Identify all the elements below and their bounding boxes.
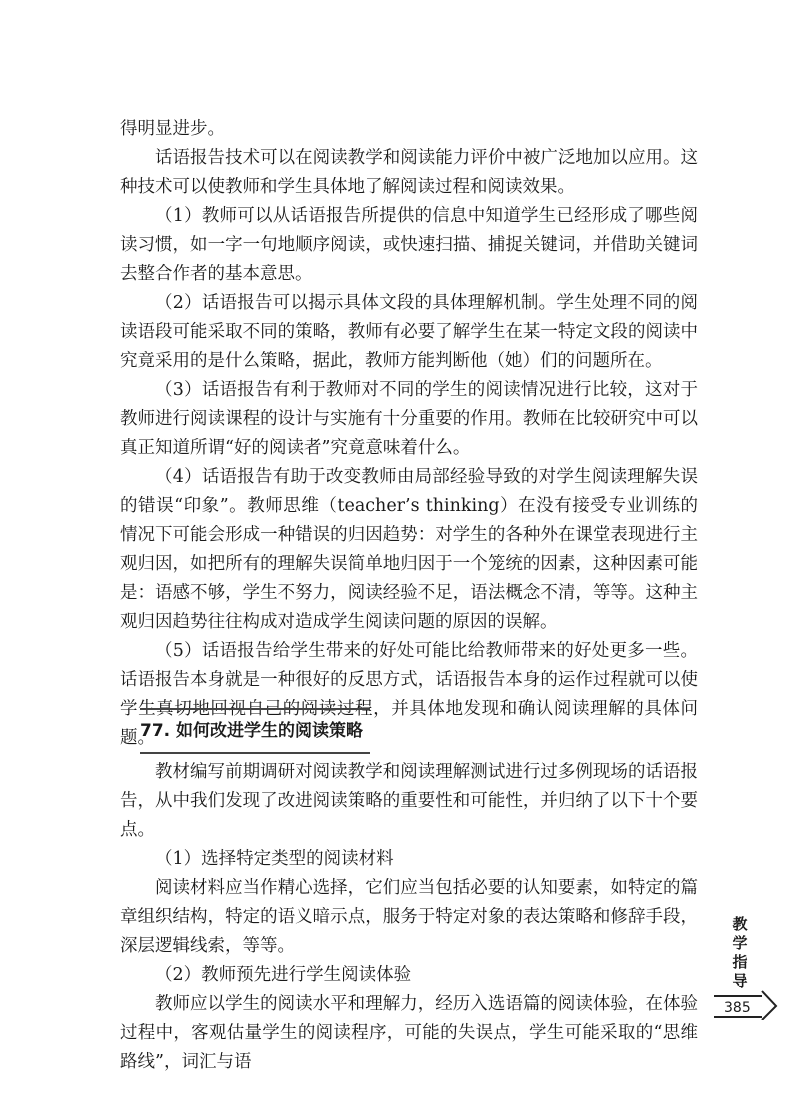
paragraph-intro: 话语报告技术可以在阅读教学和阅读能力评价中被广泛地加以应用。这种技术可以使教师和学生具体地了解阅读过程和阅读效果。 (120, 148, 698, 197)
side-label-char: 学 (732, 934, 748, 952)
section-heading: 77. 如何改进学生的阅读策略 (140, 708, 370, 754)
paragraph-point-1: （1）教师可以从话语报告所提供的信息中知道学生已经形成了哪些阅读习惯，如一字一句地顺序阅读，或快速扫描、捕捉关键词，并借助关键词去整合作者的基本意思。 (120, 206, 698, 284)
paragraph-continuation: 得明显进步。 (120, 119, 225, 139)
subparagraph-2: 教师应以学生的阅读水平和理解力，经历入选语篇的阅读体验，在体验过程中，客观估量学生的阅读程序，可能的失误点，学生可能采取的“思维路线”，词汇与语 (120, 994, 698, 1072)
body-text-top (120, 115, 698, 753)
paragraph-point-4: （4）话语报告有助于改变教师由局部经验导致的对学生阅读理解失误的错误“印象”。教师思维（teacher’s thinking）在没有接受专业训练的情况下可能会形成一种错误的归因趋势：对学生的各种外在课堂表现进行主观归因，如把所有的理解失误简单地归因于一个笼统的因素，这种因素可能是：语感不够，学生不努力，阅读经验不足，语法概念不清，等等。这种主观归因趋势往往构成对造成学生阅读问题的原因的误解。 (120, 467, 698, 632)
side-label-char: 导 (732, 972, 748, 990)
subparagraph-1: 阅读材料应当作精心选择，它们应当包括必要的认知要素，如特定的篇章组织结构，特定的语义暗示点，服务于特定对象的表达策略和修辞手段，深层逻辑线索，等等。 (120, 878, 698, 956)
body-text-section (120, 758, 698, 1077)
subheading-2: （2）教师预先进行学生阅读体验 (155, 965, 412, 985)
side-label-char: 指 (732, 953, 748, 971)
paragraph-point-2: （2）话语报告可以揭示具体文段的具体理解机制。学生处理不同的阅读语段可能采取不同的策略，教师有必要了解学生在某一特定文段的阅读中究竟采用的是什么策略，据此，教师方能判断他（她）们的问题所在。 (120, 293, 698, 371)
paragraph-point-5: （5）话语报告给学生带来的好处可能比给教师带来的好处更多一些。话语报告本身就是一种很好的反思方式，话语报告本身的运作过程就可以使学生真切地回视自己的阅读过程，并具体地发现和确认阅读理解的具体问题。 (120, 641, 698, 748)
side-label-char: 教 (732, 915, 748, 933)
subheading-1: （1）选择特定类型的阅读材料 (155, 849, 394, 869)
section-intro: 教材编写前期调研对阅读教学和阅读理解测试进行过多例现场的话语报告，从中我们发现了改进阅读策略的重要性和可能性，并归纳了以下十个要点。 (120, 762, 698, 840)
chapter-side-label (722, 915, 758, 991)
page-number: 385 (724, 1000, 751, 1016)
paragraph-point-3: （3）话语报告有利于教师对不同的学生的阅读情况进行比较，这对于教师进行阅读课程的设计与实施有十分重要的作用。教师在比较研究中可以真正知道所谓“好的阅读者”究竟意味着什么。 (120, 380, 698, 458)
